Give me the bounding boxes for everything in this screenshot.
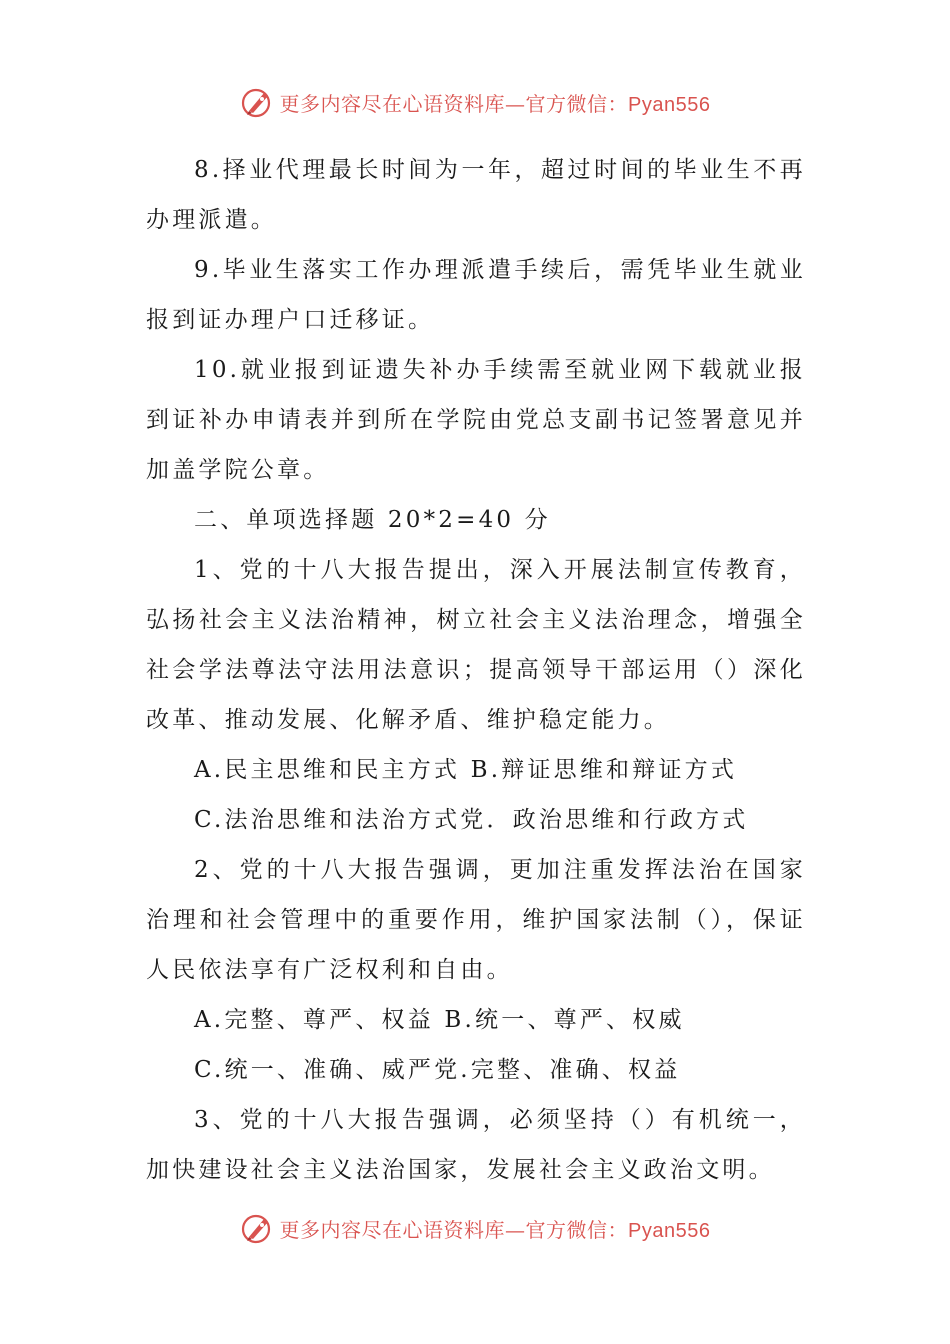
section-heading: 二、单项选择题 20*2=40 分 bbox=[194, 507, 551, 533]
pen-logo-icon bbox=[240, 1211, 274, 1245]
document-body bbox=[146, 145, 806, 1195]
question-2: 2、党的十八大报告强调，更加注重发挥法治在国家治理和社会管理中的重要作用，维护国家法制（），保证人民依法享有广泛权利和自由。 bbox=[146, 857, 806, 983]
watermark-main-text: 更多内容尽在心语资料库 bbox=[279, 91, 506, 116]
watermark-dash: — bbox=[505, 91, 526, 116]
watermark-main-text: 更多内容尽在心语资料库 bbox=[279, 1217, 506, 1242]
question-1-options-ab: A.民主思维和民主方式 B.辩证思维和辩证方式 bbox=[194, 757, 738, 783]
paragraph-item-9: 9.毕业生落实工作办理派遣手续后，需凭毕业生就业报到证办理户口迁移证。 bbox=[146, 257, 806, 333]
watermark-label: 官方微信： bbox=[525, 1217, 629, 1242]
watermark-footer bbox=[0, 1208, 950, 1248]
paragraph-item-10: 10.就业报到证遗失补办手续需至就业网下载就业报到证补办申请表并到所在学院由党总支副书记签署意见并加盖学院公章。 bbox=[146, 357, 806, 483]
watermark-dash: — bbox=[505, 1217, 526, 1242]
question-2-options-cd: C.统一、准确、威严党.完整、准确、权益 bbox=[194, 1057, 681, 1083]
question-1-options-cd: C.法治思维和法治方式党．政治思维和行政方式 bbox=[194, 807, 749, 833]
pen-logo-icon bbox=[240, 85, 274, 119]
paragraph-item-8: 8.择业代理最长时间为一年，超过时间的毕业生不再办理派遣。 bbox=[146, 157, 806, 233]
question-3: 3、党的十八大报告强调，必须坚持（）有机统一，加快建设社会主义法治国家，发展社会主义政治文明。 bbox=[146, 1107, 806, 1183]
watermark-header bbox=[0, 82, 950, 122]
watermark-account: Pyan556 bbox=[628, 1219, 711, 1242]
question-2-options-ab: A.完整、尊严、权益 B.统一、尊严、权威 bbox=[194, 1007, 685, 1033]
question-1: 1、党的十八大报告提出，深入开展法制宣传教育，弘扬社会主义法治精神，树立社会主义法治理念，增强全社会学法尊法守法用法意识；提高领导干部运用（）深化改革、推动发展、化解矛盾、维护稳定能力。 bbox=[146, 557, 806, 733]
watermark-account: Pyan556 bbox=[628, 93, 711, 116]
watermark-label: 官方微信： bbox=[525, 91, 629, 116]
